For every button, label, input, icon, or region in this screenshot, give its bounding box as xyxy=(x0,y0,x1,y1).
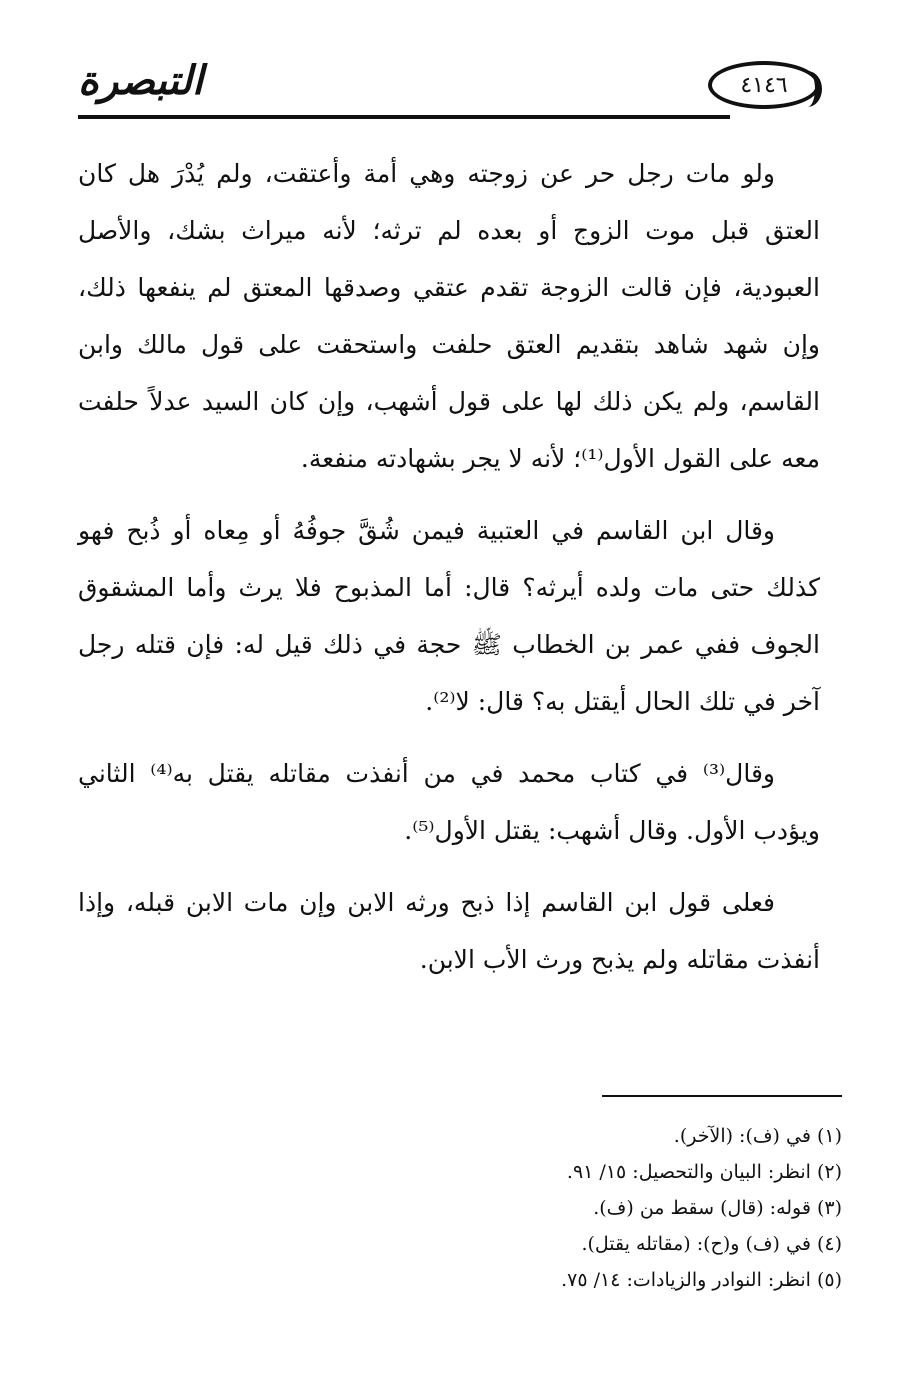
footnote-marker: (٢) xyxy=(816,1161,842,1183)
paragraph-3: وقال⁽³⁾ في كتاب محمد في من أنفذت مقاتله يقتل به⁽⁴⁾ الثاني ويؤدب الأول. وقال أشهب: يقتل الأول⁽⁵⁾. xyxy=(78,759,820,845)
footnote-1 xyxy=(100,1118,842,1154)
footnote-marker: (٣) xyxy=(816,1197,842,1219)
footnote-separator xyxy=(602,1095,842,1097)
page-header xyxy=(78,55,820,125)
footnote-4 xyxy=(100,1226,842,1262)
footnote-marker: (١) xyxy=(816,1125,842,1147)
paragraph-4: فعلى قول ابن القاسم إذا ذبح ورثه الابن وإن مات الابن قبله، وإذا أنفذت مقاتله ولم يذبح ورث الأب الابن. xyxy=(78,888,820,974)
footnote-3 xyxy=(100,1190,842,1226)
footnote-text: في (ف): (الآخر). xyxy=(673,1125,811,1147)
footnote-text: في (ف) و(ح): (مقاتله يقتل). xyxy=(581,1233,811,1255)
page-number-badge xyxy=(708,61,820,109)
footnote-text: قوله: (قال) سقط من (ف). xyxy=(593,1197,811,1219)
footnote-text: انظر: النوادر والزيادات: ١٤/ ٧٥. xyxy=(561,1269,811,1291)
footnote-text: انظر: البيان والتحصيل: ١٥/ ٩١. xyxy=(566,1161,811,1183)
footnote-5 xyxy=(100,1262,842,1298)
footnote-marker: (٥) xyxy=(816,1269,842,1291)
body-text xyxy=(78,145,820,1003)
footnotes xyxy=(100,1118,842,1298)
book-title: التبصرة xyxy=(78,57,204,104)
header-rule xyxy=(78,115,730,119)
paragraph-1: ولو مات رجل حر عن زوجته وهي أمة وأعتقت، ولم يُدْرَ هل كان العتق قبل موت الزوج أو بعده لم ترثه؛ لأنه ميراث بشك، والأصل العبودية، فإن قالت الزوجة تقدم عتقي وصدقها المعتق لم ينفعها ذلك، وإن شهد شاهد بتقديم العتق حلفت واستحقت على قول مالك وابن القاسم، ولم يكن ذلك لها على قول أشهب، وإن كان السيد عدلاً حلفت معه على القول الأول⁽¹⁾؛ لأنه لا يجر بشهادته منفعة. xyxy=(78,159,820,473)
page-number: ٤١٤٦ xyxy=(740,72,788,98)
paragraph-2: وقال ابن القاسم في العتبية فيمن شُقَّ جوفُهُ أو مِعاه أو ذُبح فهو كذلك حتى مات ولده أيرثه؟ قال: أما المذبوح فلا يرث وأما المشقوق الجوف ففي عمر بن الخطاب ﷺ حجة في ذلك قيل له: فإن قتله رجل آخر في تلك الحال أيقتل به؟ قال: لا⁽²⁾. xyxy=(78,516,820,716)
footnote-2 xyxy=(100,1154,842,1190)
footnote-marker: (٤) xyxy=(816,1233,842,1255)
